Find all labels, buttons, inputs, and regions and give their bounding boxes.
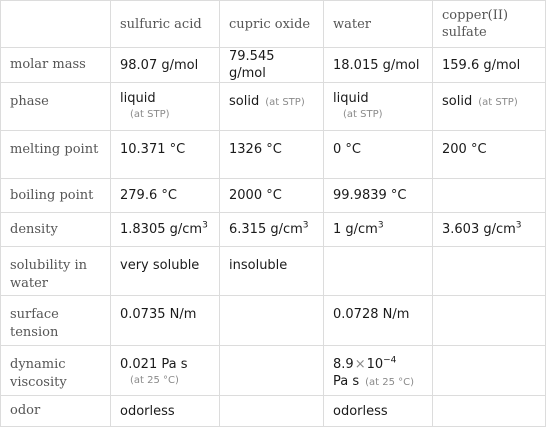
row-header-surface-tension: surface tension — [1, 296, 111, 346]
viscosity-base: 10 — [366, 357, 384, 372]
dynamic-viscosity-cupric-oxide — [220, 346, 324, 396]
melting-point-sulfuric-acid: 10.371 °C — [111, 131, 220, 179]
phase-note: (at STP) — [265, 97, 305, 108]
viscosity-scientific-value — [333, 356, 423, 373]
density-value: 1 g/cm — [333, 222, 378, 237]
phase-value: liquid — [333, 91, 369, 106]
table-row-melting-point — [1, 131, 546, 179]
row-header-solubility: solubility in water — [1, 247, 111, 296]
table-row-phase — [1, 83, 546, 131]
phase-note: (at STP) — [478, 97, 518, 108]
viscosity-unit: Pa s — [333, 374, 360, 389]
unit-exponent: 3 — [202, 220, 208, 231]
viscosity-value: 0.021 Pa s — [120, 357, 188, 372]
table-row-surface-tension — [1, 296, 546, 346]
viscosity-exponent: −4 — [383, 355, 397, 366]
surface-tension-copper-sulfate — [433, 296, 546, 346]
corner-cell — [1, 1, 111, 48]
melting-point-water: 0 °C — [324, 131, 433, 179]
boiling-point-copper-sulfate — [433, 179, 546, 213]
unit-exponent: 3 — [377, 220, 384, 231]
unit-exponent: 3 — [302, 220, 309, 231]
odor-copper-sulfate — [433, 396, 546, 427]
phase-water — [324, 83, 433, 131]
solubility-sulfuric-acid: very soluble — [111, 247, 220, 296]
row-header-molar-mass: molar mass — [1, 48, 111, 83]
table-row-molar-mass — [1, 48, 546, 83]
solubility-copper-sulfate — [433, 247, 546, 296]
table-row-odor — [1, 396, 546, 427]
row-header-phase: phase — [1, 83, 111, 131]
header-row — [1, 1, 546, 48]
table-row-boiling-point — [1, 179, 546, 213]
molar-mass-cupric-oxide: 79.545 g/mol — [220, 48, 324, 83]
boiling-point-water: 99.9839 °C — [324, 179, 433, 213]
viscosity-note: (at 25 °C) — [365, 377, 415, 388]
molar-mass-copper-sulfate: 159.6 g/mol — [433, 48, 546, 83]
surface-tension-cupric-oxide — [220, 296, 324, 346]
melting-point-copper-sulfate: 200 °C — [433, 131, 546, 179]
density-cupric-oxide — [220, 213, 324, 247]
density-value: 3.603 g/cm — [442, 222, 516, 237]
table-row-density — [1, 213, 546, 247]
column-header-copper-sulfate: copper(II) sulfate — [433, 1, 546, 48]
molar-mass-water: 18.015 g/mol — [324, 48, 433, 83]
table-row-solubility — [1, 247, 546, 296]
surface-tension-water: 0.0728 N/m — [324, 296, 433, 346]
phase-cupric-oxide — [220, 83, 324, 131]
molar-mass-sulfuric-acid: 98.07 g/mol — [111, 48, 220, 83]
melting-point-cupric-oxide: 1326 °C — [220, 131, 324, 179]
row-header-dynamic-viscosity: dynamic viscosity — [1, 346, 111, 396]
phase-value: solid — [442, 94, 473, 109]
dynamic-viscosity-copper-sulfate — [433, 346, 546, 396]
dynamic-viscosity-water — [324, 346, 433, 396]
surface-tension-sulfuric-acid: 0.0735 N/m — [111, 296, 220, 346]
boiling-point-sulfuric-acid: 279.6 °C — [111, 179, 220, 213]
odor-cupric-oxide — [220, 396, 324, 427]
viscosity-note: (at 25 °C) — [130, 375, 179, 386]
density-value: 6.315 g/cm — [229, 222, 303, 237]
phase-note: (at STP) — [343, 109, 383, 120]
row-header-odor: odor — [1, 396, 111, 427]
dynamic-viscosity-sulfuric-acid — [111, 346, 220, 396]
boiling-point-cupric-oxide: 2000 °C — [220, 179, 324, 213]
odor-sulfuric-acid: odorless — [111, 396, 220, 427]
odor-water: odorless — [324, 396, 433, 427]
solubility-cupric-oxide: insoluble — [220, 247, 324, 296]
table-row-dynamic-viscosity — [1, 346, 546, 396]
column-header-water: water — [324, 1, 433, 48]
row-header-density: density — [1, 213, 111, 247]
column-header-cupric-oxide: cupric oxide — [220, 1, 324, 48]
row-header-melting-point: melting point — [1, 131, 111, 179]
phase-value: liquid — [120, 91, 156, 106]
times-sign: × — [354, 357, 366, 372]
unit-exponent: 3 — [515, 220, 522, 231]
viscosity-mantissa: 8.9 — [333, 357, 354, 372]
density-sulfuric-acid — [111, 213, 220, 247]
phase-value: solid — [229, 94, 260, 109]
row-header-boiling-point: boiling point — [1, 179, 111, 213]
phase-copper-sulfate — [433, 83, 546, 131]
phase-note: (at STP) — [130, 109, 170, 120]
density-value: 1.8305 g/cm — [120, 222, 203, 237]
density-water — [324, 213, 433, 247]
solubility-water — [324, 247, 433, 296]
phase-sulfuric-acid — [111, 83, 220, 131]
density-copper-sulfate — [433, 213, 546, 247]
column-header-sulfuric-acid: sulfuric acid — [111, 1, 220, 48]
